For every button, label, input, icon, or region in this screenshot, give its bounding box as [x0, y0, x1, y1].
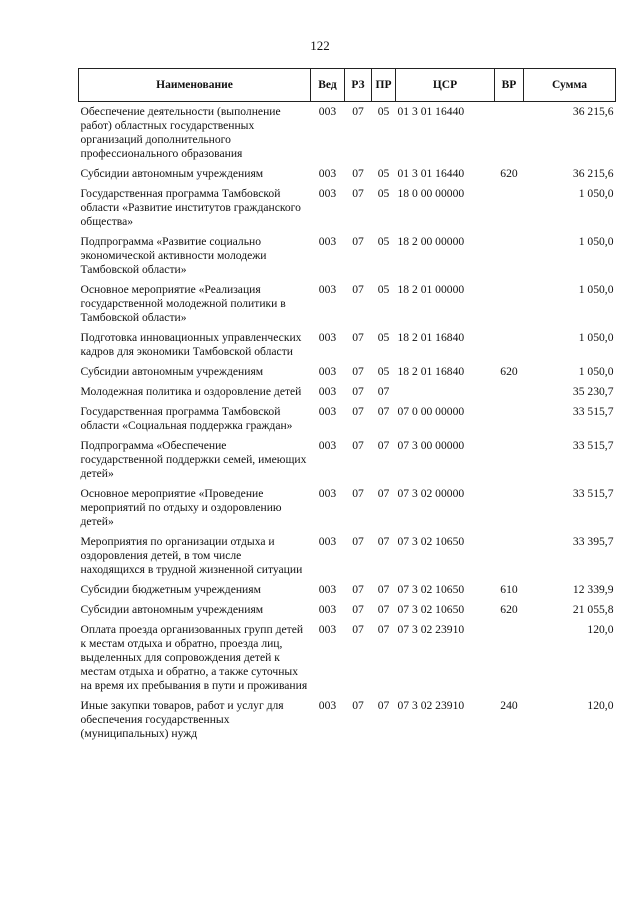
cell-name: Мероприятия по организации отдыха и оздоровления детей, в том числе находящихся в трудной жизненной ситуации: [80, 535, 303, 576]
cell-pr: 05: [377, 187, 390, 200]
cell-rz: 07: [352, 235, 364, 248]
cell-pr: 07: [377, 603, 390, 616]
cell-pr: 07: [377, 405, 390, 418]
cell-ved: 003: [318, 439, 337, 452]
cell-vr: [495, 328, 524, 362]
table-body: [79, 102, 616, 745]
cell-sum: 36 215,6: [572, 105, 614, 118]
cell-name: Государственная программа Тамбовской области «Развитие институтов гражданского общества»: [80, 187, 301, 228]
cell-pr: 07: [377, 385, 390, 398]
cell-vr: [495, 382, 524, 402]
table-row: [79, 696, 616, 744]
cell-csr: 18 2 01 00000: [397, 283, 465, 296]
cell-vr: [495, 402, 524, 436]
page-number: 122: [310, 38, 330, 53]
table-row: [79, 436, 616, 484]
header-csr: ЦСР: [396, 69, 495, 102]
cell-sum: 33 515,7: [572, 487, 614, 500]
cell-rz: 07: [352, 583, 364, 596]
cell-sum: 21 055,8: [572, 603, 614, 616]
cell-ved: 003: [318, 105, 337, 118]
table-row: [79, 102, 616, 165]
cell-csr: 01 3 01 16440: [397, 105, 465, 118]
cell-ved: 003: [318, 623, 337, 636]
cell-pr: 07: [377, 535, 390, 548]
cell-sum: 120,0: [587, 699, 614, 712]
cell-sum: 1 050,0: [578, 331, 614, 344]
cell-csr: [396, 382, 495, 402]
cell-vr: 620: [500, 603, 518, 616]
cell-pr: 05: [377, 167, 390, 180]
header-vr: ВР: [495, 69, 524, 102]
cell-pr: 05: [377, 365, 390, 378]
cell-csr: 01 3 01 16440: [397, 167, 465, 180]
cell-rz: 07: [352, 603, 364, 616]
table-row: [79, 280, 616, 328]
cell-rz: 07: [352, 699, 364, 712]
cell-rz: 07: [352, 623, 364, 636]
cell-csr: 07 0 00 00000: [397, 405, 465, 418]
cell-name: Подпрограмма «Обеспечение государственной поддержки семей, имеющих детей»: [80, 439, 307, 480]
budget-table: [78, 68, 616, 744]
cell-sum: 35 230,7: [572, 385, 614, 398]
cell-vr: [495, 102, 524, 165]
cell-pr: 07: [377, 583, 390, 596]
cell-pr: 05: [377, 331, 390, 344]
header-rz: РЗ: [345, 69, 372, 102]
cell-ved: 003: [318, 583, 337, 596]
cell-vr: 620: [500, 167, 518, 180]
cell-name: Основное мероприятие «Реализация государственной молодежной политики в Тамбовской области»: [80, 283, 286, 324]
cell-sum: 33 515,7: [572, 405, 614, 418]
cell-ved: 003: [318, 699, 337, 712]
cell-sum: 1 050,0: [578, 283, 614, 296]
cell-name: Субсидии бюджетным учреждениям: [80, 583, 261, 596]
cell-name: Молодежная политика и оздоровление детей: [80, 385, 302, 398]
table-row: [79, 620, 616, 696]
cell-rz: 07: [352, 405, 364, 418]
cell-name: Субсидии автономным учреждениям: [80, 603, 264, 616]
cell-rz: 07: [352, 187, 364, 200]
cell-rz: 07: [352, 365, 364, 378]
cell-name: Оплата проезда организованных групп детей к местам отдыха и обратно, проезда лиц, выделенных для сопровождения детей к местам отдыха и обратно, а также суточных на время их пребывания в пути и проживания: [80, 623, 308, 692]
cell-name: Иные закупки товаров, работ и услуг для обеспечения государственных (муниципальных) нужд: [80, 699, 284, 740]
cell-csr: 07 3 02 10650: [397, 603, 465, 616]
cell-ved: 003: [318, 535, 337, 548]
cell-csr: 18 2 00 00000: [397, 235, 465, 248]
cell-ved: 003: [318, 487, 337, 500]
cell-ved: 003: [318, 187, 337, 200]
header-ved: Вед: [311, 69, 345, 102]
table-header: [79, 69, 616, 102]
cell-csr: 18 0 00 00000: [397, 187, 465, 200]
cell-vr: 240: [500, 699, 518, 712]
table-row: [79, 580, 616, 600]
cell-rz: 07: [352, 439, 364, 452]
cell-csr: 07 3 02 10650: [397, 583, 465, 596]
cell-rz: 07: [352, 385, 364, 398]
cell-csr: 07 3 02 10650: [397, 535, 465, 548]
cell-name: Основное мероприятие «Проведение мероприятий по отдыху и оздоровлению детей»: [80, 487, 282, 528]
cell-name: Субсидии автономным учреждениям: [80, 167, 264, 180]
cell-ved: 003: [318, 365, 337, 378]
cell-csr: 07 3 02 23910: [397, 699, 465, 712]
table-row: [79, 402, 616, 436]
cell-rz: 07: [352, 535, 364, 548]
cell-rz: 07: [352, 283, 364, 296]
cell-sum: 120,0: [587, 623, 614, 636]
cell-vr: 620: [500, 365, 518, 378]
cell-pr: 05: [377, 283, 390, 296]
cell-vr: [495, 232, 524, 280]
cell-csr: 07 3 00 00000: [397, 439, 465, 452]
cell-csr: 18 2 01 16840: [397, 365, 465, 378]
table-row: [79, 362, 616, 382]
cell-pr: 07: [377, 439, 390, 452]
cell-vr: [495, 184, 524, 232]
cell-csr: 18 2 01 16840: [397, 331, 465, 344]
cell-sum: 1 050,0: [578, 235, 614, 248]
cell-pr: 07: [377, 487, 390, 500]
header-sum: Сумма: [524, 69, 616, 102]
cell-sum: 33 515,7: [572, 439, 614, 452]
cell-sum: 1 050,0: [578, 187, 614, 200]
cell-name: Субсидии автономным учреждениям: [80, 365, 264, 378]
table-row: [79, 600, 616, 620]
cell-ved: 003: [318, 331, 337, 344]
table-row: [79, 164, 616, 184]
cell-pr: 05: [377, 105, 390, 118]
cell-csr: 07 3 02 23910: [397, 623, 465, 636]
header-pr: ПР: [372, 69, 396, 102]
table-row: [79, 232, 616, 280]
table-row: [79, 328, 616, 362]
cell-sum: 33 395,7: [572, 535, 614, 548]
cell-name: Подготовка инновационных управленческих кадров для экономики Тамбовской области: [80, 331, 302, 358]
header-name: Наименование: [79, 69, 311, 102]
cell-csr: 07 3 02 00000: [397, 487, 465, 500]
cell-sum: 1 050,0: [578, 365, 614, 378]
cell-pr: 07: [377, 699, 390, 712]
cell-ved: 003: [318, 385, 337, 398]
table-row: [79, 382, 616, 402]
cell-name: Обеспечение деятельности (выполнение работ) областных государственных организаций дополнительного профессионального образования: [80, 105, 281, 160]
cell-ved: 003: [318, 283, 337, 296]
cell-name: Государственная программа Тамбовской области «Социальная поддержка граждан»: [80, 405, 293, 432]
cell-pr: 07: [377, 623, 390, 636]
cell-vr: [495, 620, 524, 696]
cell-rz: 07: [352, 105, 364, 118]
cell-vr: [495, 436, 524, 484]
table-row: [79, 184, 616, 232]
cell-ved: 003: [318, 405, 337, 418]
cell-name: Подпрограмма «Развитие социально экономической активности молодежи Тамбовской области»: [80, 235, 267, 276]
cell-ved: 003: [318, 167, 337, 180]
table-row: [79, 484, 616, 532]
cell-rz: 07: [352, 167, 364, 180]
cell-rz: 07: [352, 331, 364, 344]
cell-sum: 36 215,6: [572, 167, 614, 180]
cell-sum: 12 339,9: [572, 583, 614, 596]
cell-ved: 003: [318, 603, 337, 616]
cell-vr: [495, 484, 524, 532]
cell-pr: 05: [377, 235, 390, 248]
header-row: [79, 69, 616, 102]
table-row: [79, 532, 616, 580]
cell-vr: [495, 280, 524, 328]
cell-vr: [495, 532, 524, 580]
cell-ved: 003: [318, 235, 337, 248]
cell-rz: 07: [352, 487, 364, 500]
cell-vr: 610: [500, 583, 518, 596]
